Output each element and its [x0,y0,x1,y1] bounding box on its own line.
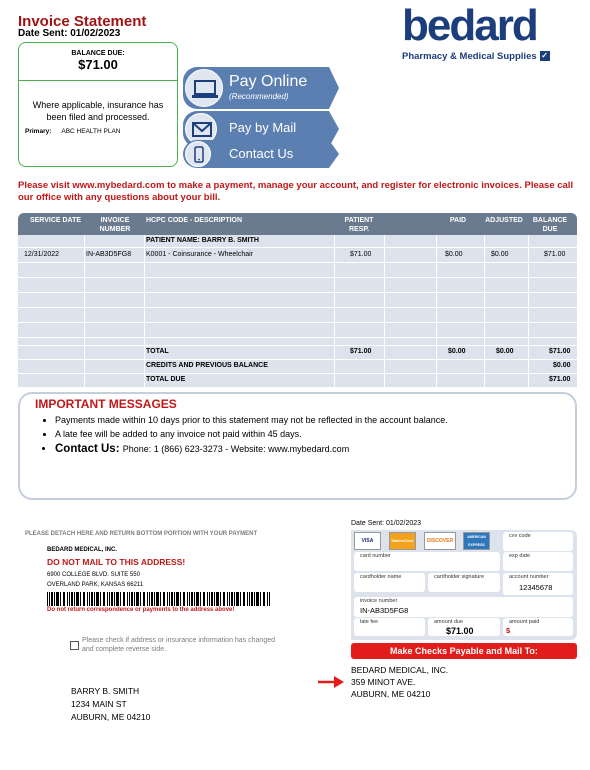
cardholder-name-field[interactable] [354,573,425,592]
mail-instruction-2: a check or credit card information. [343,128,466,137]
pay-online-row [183,67,523,109]
date-sent: Date Sent: 01/02/2023 [18,28,121,39]
customer-address [71,685,150,724]
total-resp: $71.00 [350,348,372,355]
row-divider [18,262,577,263]
website-link[interactable]: www.mybedard.com [343,73,416,82]
col-divider [84,235,85,387]
message-item: • A late fee will be added to any invoice not paid within 45 days. [55,429,575,439]
visa-icon: VISA [354,532,381,550]
important-messages-box [18,392,577,500]
total-due-label: TOTAL DUE [146,376,186,383]
visit-message: Please visit www.mybedard.com to make a payment, manage your account, and register for electronic invoices. Please call our office with any questions about your bill. [18,180,574,203]
contact-phone: Phone:1 (866) 623-3273 [343,145,426,154]
pay-online-button[interactable] [183,67,329,109]
invoice-table [18,213,577,387]
company-logo [402,1,562,62]
col-divider [484,235,485,387]
mail-street: 359 MINOT AVE. [351,677,416,687]
contact-hours: Hours: 8:30am - 5pm ET M-F [343,155,445,164]
col-description: HCPC CODE - DESCRIPTION [146,217,243,224]
balance-due-label: BALANCE DUE: [71,50,125,57]
pay-by-mail-label: Pay by Mail [229,120,297,135]
contact-us-arrow [329,140,339,168]
row-patient-resp: $71.00 [350,251,372,258]
row-adjusted: $0.00 [491,251,509,258]
row-divider [18,277,577,278]
laptop-icon [185,69,223,107]
address-line: OVERLAND PARK, KANSAS 66211 [47,582,144,588]
address-line: 6900 COLLEGE BLVD. SUITE 550 [47,572,140,578]
insurance-note: Where applicable, insurance has been filed and processed. [32,100,164,122]
contact-label: Contact Us: [55,443,120,455]
credits-label: CREDITS AND PREVIOUS BALANCE [146,362,268,369]
row-divider [18,337,577,338]
message-item: • Payments made within 10 days prior to this statement may not be reflected in the account balance. [55,415,575,425]
total-paid: $0.00 [448,348,466,355]
contact-us-row [183,140,523,170]
return-address [47,570,143,590]
late-fee-field[interactable] [354,618,425,636]
row-service-date: 12/31/2022 [24,251,60,258]
row-divider [18,292,577,293]
message-contact [55,443,575,455]
address-change-checkbox[interactable] [70,641,79,650]
card-number-field[interactable] [354,552,500,571]
primary-insurance [19,128,177,135]
table-header [18,213,577,235]
row-balance: $71.00 [544,251,566,258]
account-number: Account #: 12345678 [343,83,418,92]
amount-paid-label: amount paid [509,619,540,625]
contact-us-info [325,140,523,168]
phone-icon [185,141,211,167]
mail-city: AUBURN, ME 04210 [351,689,431,699]
exp-date-label: exp date [509,553,531,559]
detach-note: PLEASE DETACH HERE AND RETURN BOTTOM PORTION WITH YOUR PAYMENT [25,531,258,537]
mail-instruction-1: Detach bottom portion and submit with [343,118,483,127]
amount-due-value: $71.00 [446,626,474,636]
account-number-value: 12345678 [519,583,553,592]
balance-due-box [18,42,178,167]
invoice-number: Invoice #: IN-AB3D5FG8 [343,93,429,102]
payment-form [351,530,577,640]
check-icon: ✓ [541,51,548,61]
cvv-field[interactable] [503,532,573,551]
col-divider [144,235,145,387]
total-balance: $71.00 [549,348,571,355]
return-company: BEDARD MEDICAL, INC. [47,547,117,553]
arrow-right-icon [318,676,344,688]
checks-payable-banner: Make Checks Payable and Mail To: [351,643,577,659]
invoice-number-field[interactable] [354,597,573,617]
amount-paid-field[interactable] [503,618,573,636]
contact-us-button[interactable] [183,140,329,168]
total-label: TOTAL [146,348,169,355]
row-description: K0001 - Coinsurance - Wheelchair [146,251,253,258]
account-number-field[interactable] [503,573,573,595]
row-divider [18,247,577,248]
amount-due-label: amount due [434,619,464,625]
patient-name: PATIENT NAME: BARRY B. SMITH [146,237,259,244]
invoice-title: Invoice Statement [18,13,147,30]
col-balance-due: BALANCE DUE [532,217,568,233]
col-divider [334,235,335,387]
primary-label: Primary: [25,128,52,135]
contact-text: Phone: 1 (866) 623-3273 - Website: www.mybedard.com [122,444,350,454]
return-warning: Do not return correspondence or payments to the address above! [47,607,235,613]
row-divider [18,322,577,323]
col-adjusted: ADJUSTED [485,217,523,224]
primary-value: ABC HEALTH PLAN [61,128,121,135]
total-adjusted: $0.00 [496,348,514,355]
credits-balance: $0.00 [553,362,571,369]
logo-tagline: Pharmacy & Medical Supplies [402,51,537,62]
table-body [18,235,577,387]
barcode-image [47,592,272,606]
pay-online-label: Pay Online [229,73,308,90]
col-invoice-number: INVOICE NUMBER [99,217,131,233]
balance-due-amount: $71.00 [78,57,118,72]
customer-name: BARRY B. SMITH [71,686,140,696]
cvv-label: cvv code [509,533,531,539]
col-patient-resp: PATIENT RESP. [344,217,374,233]
row-paid: $0.00 [445,251,463,258]
remit-date-sent: Date Sent: 01/02/2023 [351,520,422,527]
messages-list [35,415,575,455]
row-invoice-number: IN-AB3D5FG8 [86,251,132,258]
amex-icon: AMERICAN EXPRESS [463,532,490,550]
cardholder-signature-label: cardholder signature [434,574,485,580]
row-divider [18,373,577,374]
pay-online-sub: (Recommended) [229,92,289,101]
col-divider [436,235,437,387]
cardholder-signature-field[interactable] [428,573,500,592]
col-divider [528,235,529,387]
row-divider [18,307,577,308]
address-change-label: Please check if address or insurance information has changed and complete reverse side. [82,637,275,653]
late-fee-label: late fee [360,619,379,625]
invoice-number-value: IN-AB3D5FG8 [360,606,409,615]
card-number-label: card number [360,553,391,559]
col-divider [384,235,385,387]
invoice-number-label: invoice number [360,598,398,604]
row-divider [18,345,577,346]
mastercard-icon: MasterCard [389,532,416,550]
total-due-balance: $71.00 [549,376,571,383]
mail-to-address [351,664,448,700]
logo-wordmark: bedard [402,1,537,50]
col-service-date: SERVICE DATE [29,217,82,224]
do-not-mail-warning: DO NOT MAIL TO THIS ADDRESS! [47,557,186,567]
account-number-label: account number [509,574,549,580]
mail-company: BEDARD MEDICAL, INC. [351,665,449,675]
customer-city: AUBURN, ME 04210 [71,712,151,722]
cardholder-name-label: cardholder name [360,574,402,580]
pay-online-arrow [329,67,339,109]
contact-us-label: Contact Us [229,146,294,161]
row-divider [18,359,577,360]
customer-street: 1234 MAIN ST [71,699,127,709]
amount-due-field [428,618,500,636]
exp-date-field[interactable] [503,552,573,571]
col-paid: PAID [449,217,467,224]
discover-icon: DISCOVER [424,532,456,550]
important-messages-title: IMPORTANT MESSAGES [35,397,177,411]
pay-online-info [325,67,523,109]
amount-paid-value: $ [506,626,511,635]
